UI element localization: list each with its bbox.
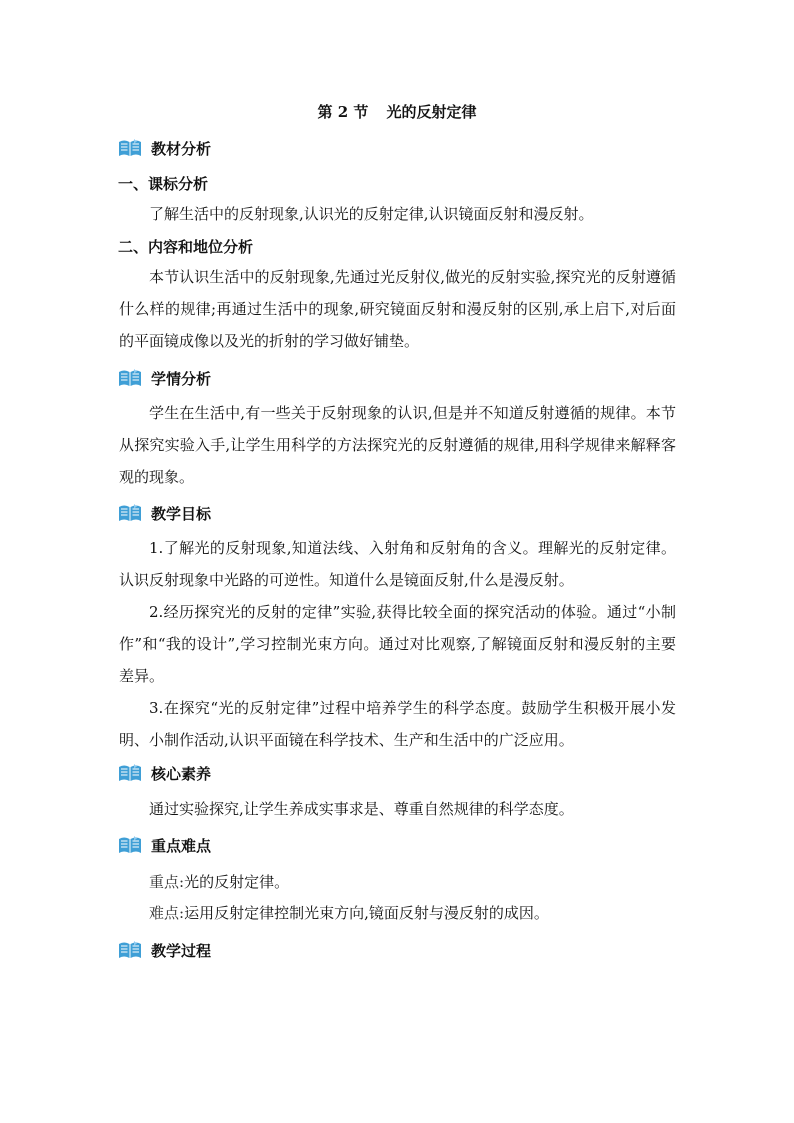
key-point-label: 重点: [149,873,185,891]
difficulty-text: 运用反射定律控制光束方向,镜面反射与漫反射的成因。 [184,904,549,922]
section-key-difficult [118,833,211,857]
section-teaching-process [118,938,211,962]
paragraph-content: 本节认识生活中的反射现象,先通过光反射仪,做光的反射实验,探究光的反射遵循什么样的规律;再通过生活中的现象,研究镜面反射和漫反射的区别,承上启下,对后面的平面镜成像以及光的折射的学习做好铺垫。 [119,268,676,350]
section-core-literacy [118,761,211,785]
paragraph-learners: 学生在生活中,有一些关于反射现象的认识,但是并不知道反射遵循的规律。本节从探究实验入手,让学生用科学的方法探究光的反射遵循的规律,用科学规律来解释客观的现象。 [119,404,676,486]
paragraph-curriculum: 了解生活中的反射现象,认识光的反射定律,认识镜面反射和漫反射。 [149,205,594,223]
key-point-text: 光的反射定律。 [184,873,290,891]
section-teaching-goals [118,501,211,525]
page-title [0,101,794,123]
paragraph-core: 通过实验探究,让学生养成实事求是、尊重自然规律的科学态度。 [149,800,574,818]
book-icon [118,763,142,783]
section-learner-analysis [118,366,211,390]
section-title: 教材分析 [151,139,212,158]
book-icon [118,940,142,960]
paragraph-key-point [119,866,676,898]
book-icon [118,138,142,158]
book-icon [118,503,142,523]
section-title: 教学目标 [151,504,212,523]
section-title: 核心素养 [151,764,212,783]
section-title: 重点难点 [151,836,212,855]
book-icon [118,835,142,855]
paragraph-goal-1: 1.了解光的反射现象,知道法线、入射角和反射角的含义。理解光的反射定律。认识反射现象中光路的可逆性。知道什么是镜面反射,什么是漫反射。 [119,539,676,589]
book-icon [118,368,142,388]
section-textbook-analysis [118,136,211,160]
paragraph-goal-3: 3.在探究“光的反射定律”过程中培养学生的科学态度。鼓励学生积极开展小发明、小制作活动,认识平面镜在科学技术、生产和生活中的广泛应用。 [119,699,676,749]
subheading-curriculum: 一、课标分析 [118,175,209,193]
chapter-title: 光的反射定律 [386,103,477,121]
section-title: 学情分析 [151,369,212,388]
chapter-number: 第 2 节 [317,103,369,121]
difficulty-label: 难点: [149,904,185,922]
subheading-content: 二、内容和地位分析 [118,238,254,256]
paragraph-goal-2: 2.经历探究光的反射的定律”实验,获得比较全面的探究活动的体验。通过“小制作”和“我的设计”,学习控制光束方向。通过对比观察,了解镜面反射和漫反射的主要差异。 [119,603,676,685]
section-title: 教学过程 [151,941,212,960]
paragraph-difficulty [119,897,676,929]
